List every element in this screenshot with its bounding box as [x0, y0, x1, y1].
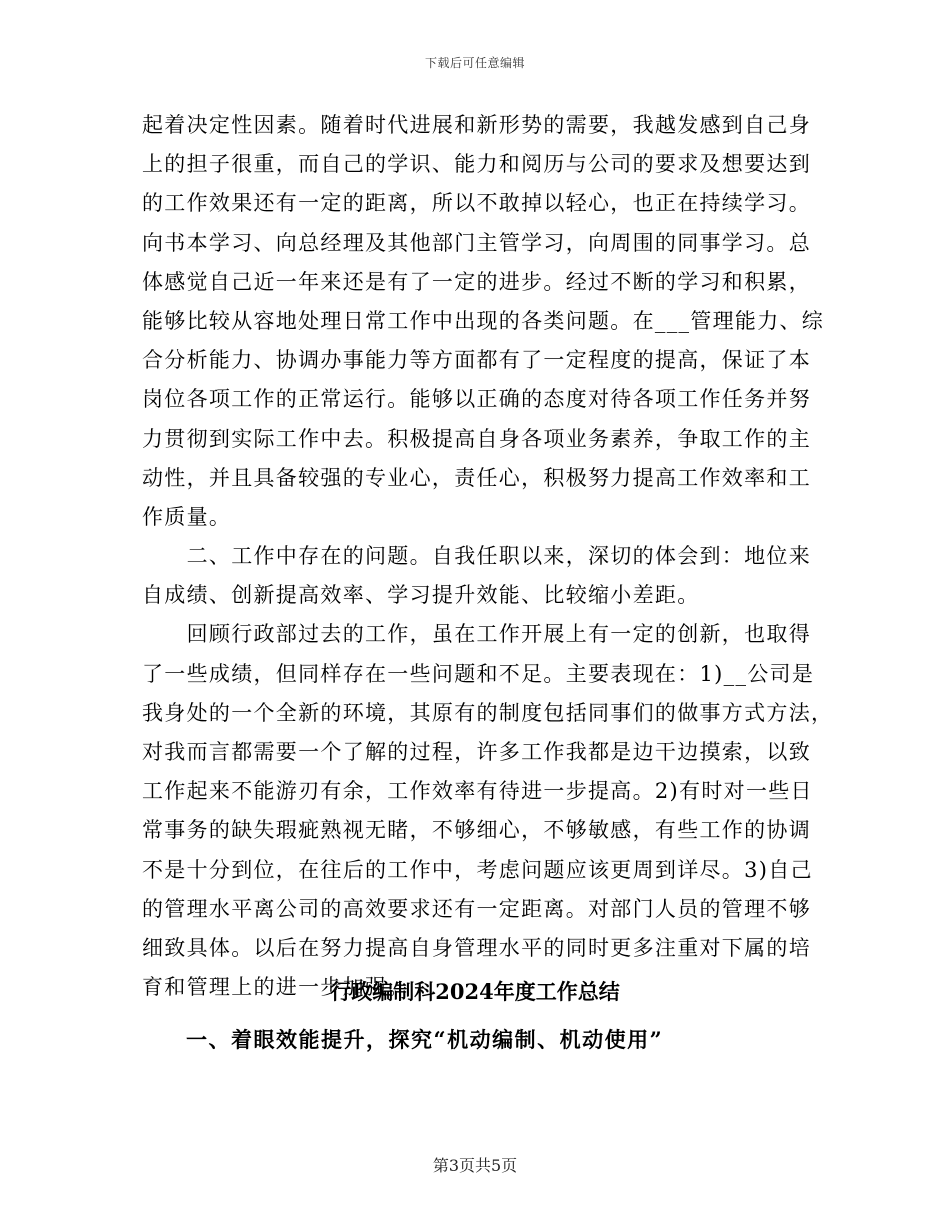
body-line: 自成绩、创新提高效率、学习提升效能、比较缩小差距。: [142, 583, 700, 608]
body-line: 起着决定性因素。随着时代进展和新形势的需要，我越发感到自己身: [142, 113, 811, 137]
section-subheading: 一、着眼效能提升，探究“机动编制、机动使用”: [186, 1027, 664, 1052]
body-text: [142, 106, 834, 1007]
body-line: 向书本学习、向总经理及其他部门主管学习，向周围的同事学习。总: [142, 230, 811, 255]
body-line: 的工作效果还有一定的距离，所以不敢掉以轻心，也正在持续学习。: [142, 191, 811, 216]
body-line: 了一些成绩，但同样存在一些问题和不足。主要表现在：1)__公司是: [142, 661, 815, 686]
body-line: 育和管理上的进一步加强。: [142, 975, 410, 1000]
body-line: 岗位各项工作的正常运行。能够以正确的态度对待各项工作任务并努: [142, 387, 811, 412]
body-line: 常事务的缺失瑕疵熟视无睹，不够细心，不够敏感，有些工作的协调: [142, 818, 811, 843]
page-header: 下载后可任意编辑: [424, 56, 525, 70]
body-line: 对我而言都需要一个了解的过程，许多工作我都是边干边摸索，以致: [142, 740, 811, 764]
body-line: 合分析能力、协调办事能力等方面都有了一定程度的提高，保证了本: [142, 348, 811, 373]
body-line: 力贯彻到实际工作中去。积极提高自身各项业务素养，争取工作的主: [142, 426, 811, 451]
body-line: 回顾行政部过去的工作，虽在工作开展上有一定的创新，也取得: [142, 622, 811, 647]
body-line: 体感觉自己近一年来还是有了一定的进步。经过不断的学习和积累，: [142, 269, 811, 294]
body-line: 能够比较从容地处理日常工作中出现的各类问题。在___管理能力、综: [142, 308, 825, 333]
body-line: 的管理水平离公司的高效要求还有一定距离。对部门人员的管理不够: [142, 896, 811, 921]
body-line: 二、工作中存在的问题。自我任职以来，深切的体会到：地位来: [142, 544, 811, 569]
body-line: 不是十分到位，在往后的工作中，考虑问题应该更周到详尽。3)自己: [142, 857, 813, 882]
body-line: 工作起来不能游刃有余，工作效率有待进一步提高。2)有时对一些日: [142, 779, 813, 804]
body-line: 作质量。: [142, 504, 232, 529]
body-line: 上的担子很重，而自己的学识、能力和阅历与公司的要求及想要达到: [142, 152, 811, 177]
section-title: 行政编制科2024年度工作总结: [330, 979, 620, 1004]
body-line: 我身处的一个全新的环境，其原有的制度包括同事们的做事方式方法，: [142, 700, 834, 725]
body-line: 细致具体。以后在努力提高自身管理水平的同时更多注重对下属的培: [142, 935, 811, 960]
body-line: 动性，并且具备较强的专业心，责任心，积极努力提高工作效率和工: [142, 465, 811, 490]
page-footer: 第3页共5页: [432, 1156, 518, 1175]
